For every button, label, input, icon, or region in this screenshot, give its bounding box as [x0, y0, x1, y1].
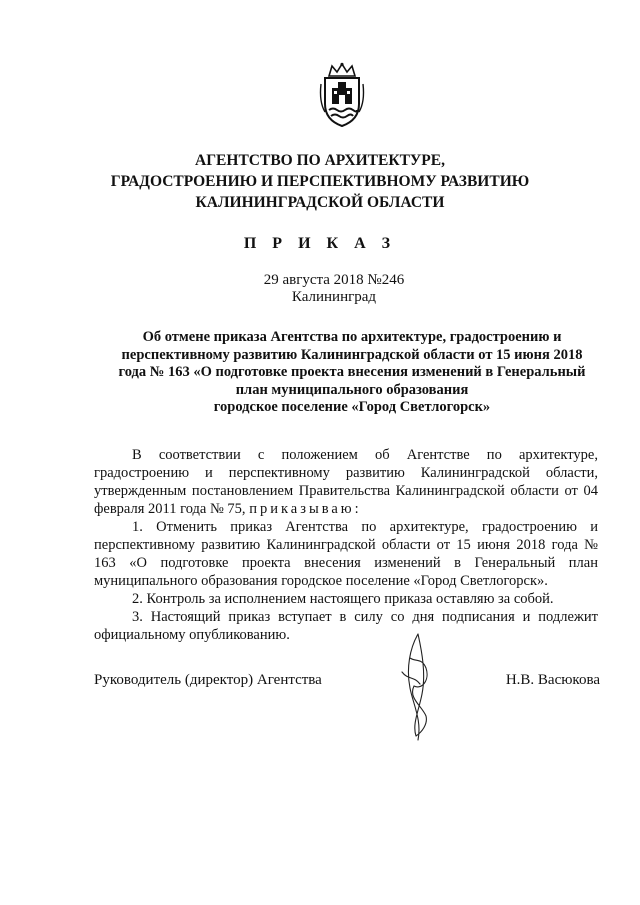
- order-title: [118, 329, 586, 417]
- order-word: приказываю:: [249, 501, 362, 517]
- title-line: перспективному развитию Калининградской области от 15 июня 2018: [121, 346, 583, 363]
- order-body: [94, 446, 598, 644]
- order-city: Калининград: [291, 289, 377, 305]
- agency-line: АГЕНТСТВО ПО АРХИТЕКТУРЕ,: [195, 152, 445, 169]
- order-item-1: 1. Отменить приказ Агентства по архитектуре, градостроению и перспективному развитию Калининградской области от 15 июня 2018 года № 163 «О подготовке проекта внесения изменений в Генеральный план муниципального образования городское поселение «Город Светлогорск».: [94, 519, 598, 589]
- title-line: Об отмене приказа Агентства по архитектуре, градостроению и: [142, 329, 562, 345]
- agency-name: [0, 150, 640, 213]
- preamble-text: В соответствии с положением об Агентстве по архитектуре, градостроению и перспективному развитию Калининградской области, утвержденным постановлением Правительства Калининградской области от 04 февраля 2011 года № 75,: [94, 447, 598, 517]
- title-line: городское поселение «Город Светлогорск»: [213, 399, 491, 415]
- order-item-3: 3. Настоящий приказ вступает в силу со дня подписания и подлежит официальному опубликованию.: [94, 609, 598, 643]
- agency-line: ГРАДОСТРОЕНИЮ И ПЕРСПЕКТИВНОМУ РАЗВИТИЮ: [110, 173, 530, 190]
- order-item-2: 2. Контроль за исполнением настоящего приказа оставляю за собой.: [132, 591, 554, 607]
- handwritten-signature-icon: [392, 628, 446, 746]
- title-line: план муниципального образования: [235, 381, 469, 398]
- agency-line: КАЛИНИНГРАДСКОЙ ОБЛАСТИ: [195, 194, 445, 211]
- document-type: П Р И К А З: [243, 235, 397, 252]
- title-line: года № 163 «О подготовке проекта внесения изменений в Генеральный: [118, 364, 586, 380]
- coat-of-arms-icon: [317, 62, 367, 128]
- preamble-paragraph: [94, 446, 598, 518]
- order-date-number: 29 августа 2018 №246: [263, 272, 405, 288]
- signatory-position: Руководитель (директор) Агентства: [94, 672, 322, 688]
- signatory-name: Н.В. Васюкова: [505, 672, 600, 688]
